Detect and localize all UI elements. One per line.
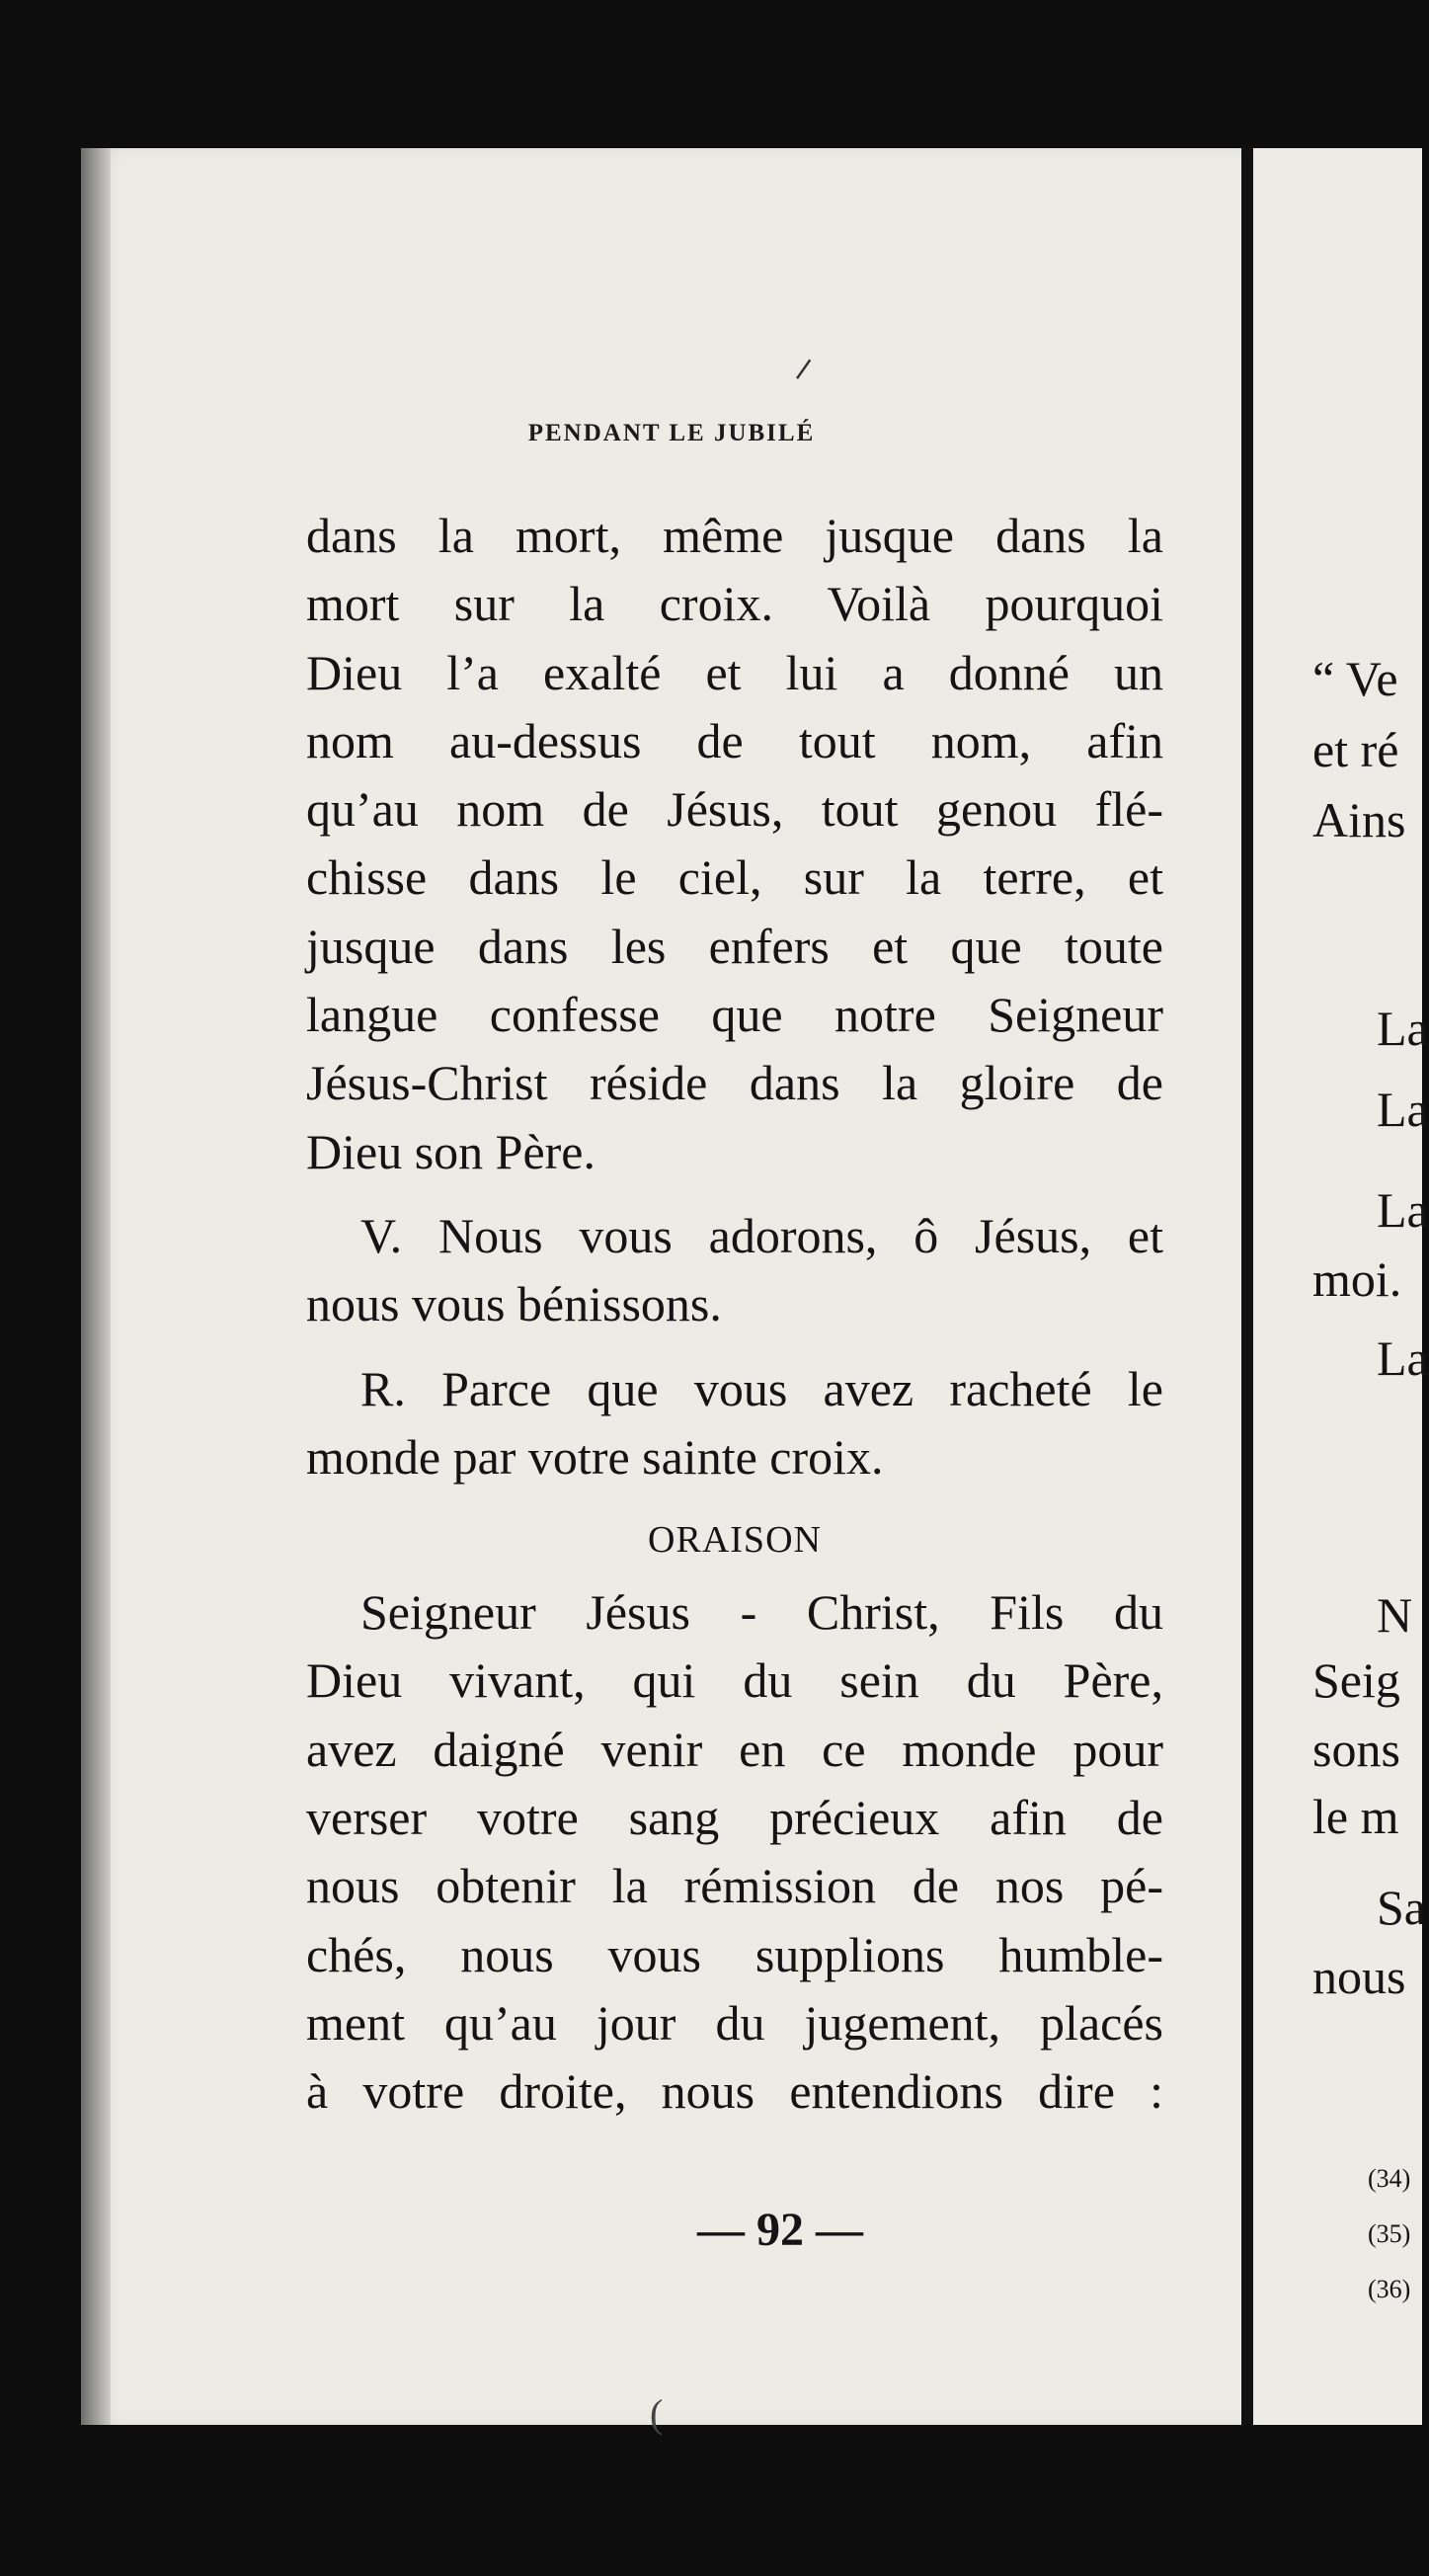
response-marker: R.	[360, 1360, 406, 1416]
facing-line: Sa	[1377, 1880, 1426, 1935]
text-line: langue confesse que notre Seigneur	[306, 987, 1163, 1043]
text-line: Jésus-Christ réside dans la gloire de	[306, 1055, 1163, 1111]
response-line	[306, 1355, 1163, 1423]
facing-line: La	[1377, 1082, 1429, 1137]
text-line: nom au-dessus de tout nom, afin	[306, 712, 1163, 768]
text-line: Dieu l’a exalté et lui a donné un	[306, 644, 1163, 700]
facing-line: sons	[1312, 1722, 1400, 1777]
book-gutter	[1241, 148, 1253, 2425]
text-line: jusque dans les enfers et que toute	[306, 918, 1163, 974]
facing-line: Ains	[1312, 792, 1406, 847]
facing-line: La	[1377, 1330, 1429, 1386]
facing-line: “ Ve	[1312, 651, 1398, 706]
response-line: monde par votre sainte croix.	[306, 1428, 884, 1485]
facing-line: moi.	[1312, 1251, 1402, 1307]
text-line: avez daigné venir en ce monde pour	[306, 1721, 1163, 1777]
ink-mark: ⸝	[785, 331, 819, 387]
facing-line: nous	[1312, 1949, 1406, 2004]
response-text: Parce que vous avez racheté le	[441, 1360, 1163, 1416]
facing-line: N	[1377, 1587, 1413, 1643]
facing-line: le m	[1312, 1789, 1399, 1844]
versicle-text: Nous vous adorons, ô Jésus, et	[437, 1207, 1163, 1263]
facing-line: La	[1377, 1001, 1429, 1056]
main-text	[306, 502, 1163, 2127]
footnote-number: (36)	[1368, 2275, 1411, 2303]
facing-line: Seig	[1312, 1652, 1400, 1708]
prayer-paragraph	[306, 1578, 1163, 2126]
versicle-line: nous vous bénissons.	[306, 1276, 722, 1332]
section-heading: ORAISON	[648, 1519, 822, 1562]
text-line: chisse dans le ciel, sur la terre, et	[306, 849, 1163, 906]
running-head: PENDANT LE JUBILÉ	[527, 420, 816, 446]
text-line: dans la mort, même jusque dans la	[306, 508, 1163, 563]
page-number: — 92 —	[697, 2204, 863, 2256]
footnote-number: (34)	[1368, 2164, 1411, 2193]
text-line: Dieu vivant, qui du sein du Père,	[306, 1652, 1163, 1709]
text-line: verser votre sang précieux afin de	[306, 1790, 1163, 1846]
text-line: qu’au nom de Jésus, tout genou flé-	[306, 781, 1163, 838]
page-edge	[81, 148, 111, 2425]
text-line: ment qu’au jour du jugement, placés	[306, 1994, 1163, 2051]
text-line: mort sur la croix. Voilà pourquoi	[306, 576, 1163, 632]
versicle	[306, 1202, 1163, 1339]
response	[306, 1355, 1163, 1492]
text-line: à votre droite, nous entendions dire :	[306, 2063, 1163, 2120]
facing-line: et ré	[1312, 722, 1399, 777]
paragraph-continuation	[306, 502, 1163, 1186]
text-line: nous obtenir la rémission de nos pé-	[306, 1858, 1163, 1914]
facing-page	[1253, 148, 1429, 2425]
text-line: chés, nous vous supplions humble-	[306, 1926, 1163, 1982]
footnote-number: (35)	[1368, 2219, 1411, 2248]
page-scratch-mark: (	[650, 2391, 664, 2436]
text-line: Seigneur Jésus - Christ, Fils du	[360, 1584, 1163, 1641]
text-line: Dieu son Père.	[306, 1123, 595, 1179]
versicle-marker: V.	[360, 1207, 403, 1263]
versicle-line	[306, 1202, 1163, 1270]
facing-line: La	[1377, 1182, 1429, 1238]
